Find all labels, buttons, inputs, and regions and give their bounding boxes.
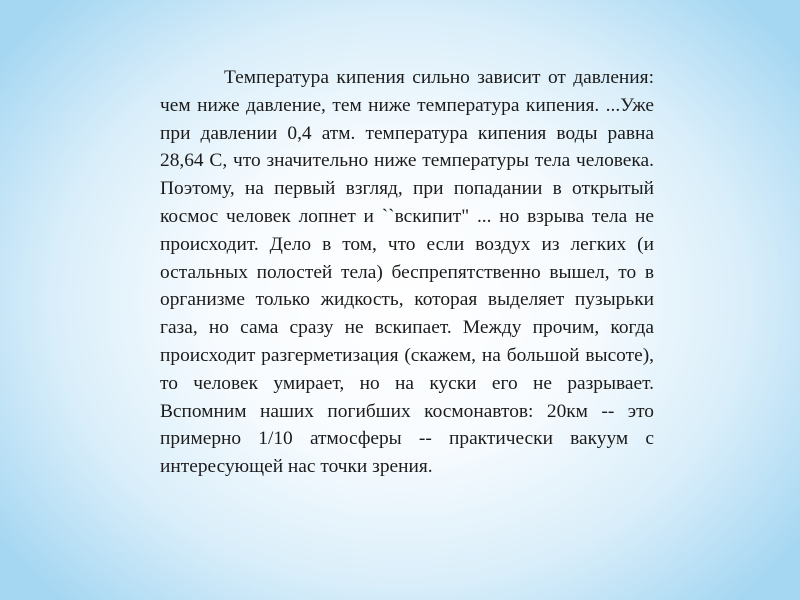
body-paragraph: Температура кипения сильно зависит от давления: чем ниже давление, тем ниже температура кипения. ...Уже при давлении 0,4 атм. температура кипения воды равна 28,64 С, что значительно ниже температуры тела человека. Поэтому, на первый взгляд, при попадании в открытый космос человек лопнет и ``вскипит" ... но взрыва тела не происходит. Дело в том, что если воздух из легких (и остальных полостей тела) беспрепятственно вышел, то в организме только жидкость, которая выделяет пузырьки газа, но сама сразу не вскипает. Между прочим, когда происходит разгерметизация (скажем, на большой высоте), то человек умирает, но на куски его не разрывает. Вспомним наших погибших космонавтов: 20км -- это примерно 1/10 атмосферы -- практически вакуум с интересующей нас точки зрения. [160, 67, 654, 478]
